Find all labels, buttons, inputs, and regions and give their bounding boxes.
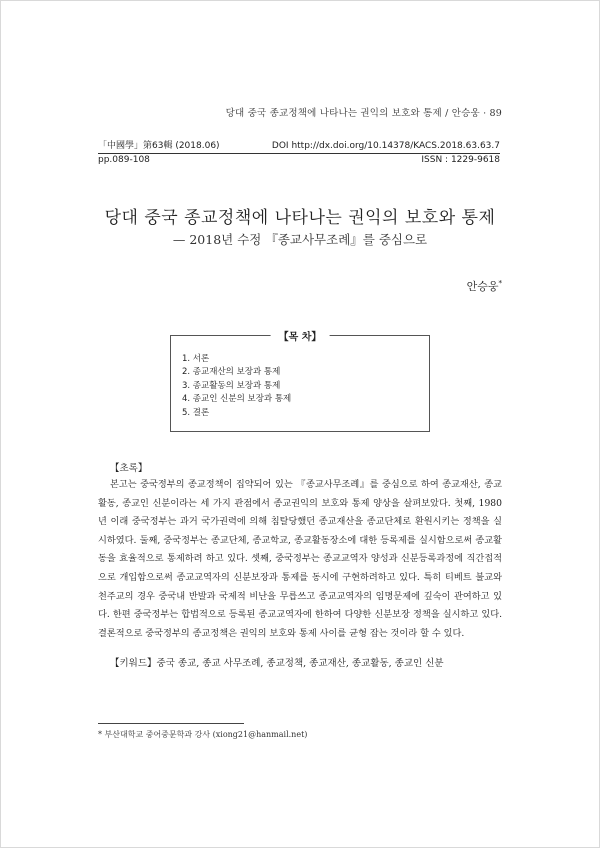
abstract-label: 【초록】	[110, 463, 148, 474]
issn: ISSN : 1229-9618	[421, 155, 500, 165]
abstract-text: 본고는 중국정부의 종교정책이 집약되어 있는 『종교사무조례』를 중심으로 하여 종교재산, 종교활동, 종교인 신분이라는 세 가지 관점에서 종교권익의 보호와 통제 양상을 살펴보았다. 첫째, 1980년 이래 중국정부는 과거 국가권력에 의해 침탈당했던 종교재산을 종교단체로 환원시키는 정책을 실시하였다. 둘째, 중국정부는 종교단체, 종교학교, 종교활동장소에 대한 등록제를 실시함으로써 종교활동을 효율적으로 통제하려 하고 있다. 셋째, 중국정부는 종교교역자 양성과 신분등록과정에 직간접적으로 개입함으로써 종교교역자의 신분보장과 통제를 동시에 구현하려하고 있다. 특히 티베트 불교와 천주교의 경우 중국내 반발과 국제적 비난을 무릅쓰고 종교교역자의 임명문제에 깊숙이 관여하고 있다. 한편 중국정부는 합법적으로 등록된 종교교역자에 한하여 다양한 신분보장 정책을 실시하고 있다. 결론적으로 중국정부의 종교정책은 권익의 보호와 통제 사이를 균형 잡는 것이라 할 수 있다.	[98, 479, 502, 639]
author	[467, 278, 502, 294]
toc-heading: 【목 차】	[271, 328, 330, 343]
table-of-contents	[170, 332, 430, 432]
page-range: pp.089-108	[98, 155, 150, 165]
toc-item: 4. 종교인 신분의 보장과 통제	[182, 394, 292, 405]
paper-subtitle: — 2018년 수정 『종교사무조례』를 중심으로	[172, 232, 428, 247]
author-footnote-mark: *	[498, 279, 502, 288]
doi-link[interactable]: DOI http://dx.doi.org/10.14378/KACS.2018.63.63.7	[271, 141, 500, 151]
meta-row-bottom	[98, 154, 500, 167]
author-name: 안승웅	[466, 280, 499, 293]
toc-item: 3. 종교활동의 보장과 통제	[182, 380, 281, 391]
toc-item: 5. 결론	[182, 407, 210, 418]
keywords: 【키워드】중국 종교, 종교 사무조례, 종교정책, 종교재산, 종교활동, 종교인 신분	[110, 658, 444, 669]
journal-meta	[98, 140, 500, 167]
footnote: * 부산대학교 중어중문학과 강사 (xiong21@hanmail.net)	[98, 730, 308, 739]
toc-item: 1. 서론	[182, 354, 210, 364]
toc-list	[182, 353, 291, 420]
paper-title: 당대 중국 종교정책에 나타나는 권익의 보호와 통제	[104, 208, 496, 228]
running-header: 당대 중국 종교정책에 나타나는 권익의 보호와 통제 / 안승웅 · 89	[225, 108, 502, 119]
journal-citation: 「中國學」第63輯 (2018.06)	[98, 141, 220, 151]
toc-item: 2. 종교재산의 보장과 통제	[182, 367, 281, 378]
footnote-divider	[98, 723, 244, 724]
meta-row-top	[98, 140, 500, 153]
meta-divider	[98, 153, 500, 154]
